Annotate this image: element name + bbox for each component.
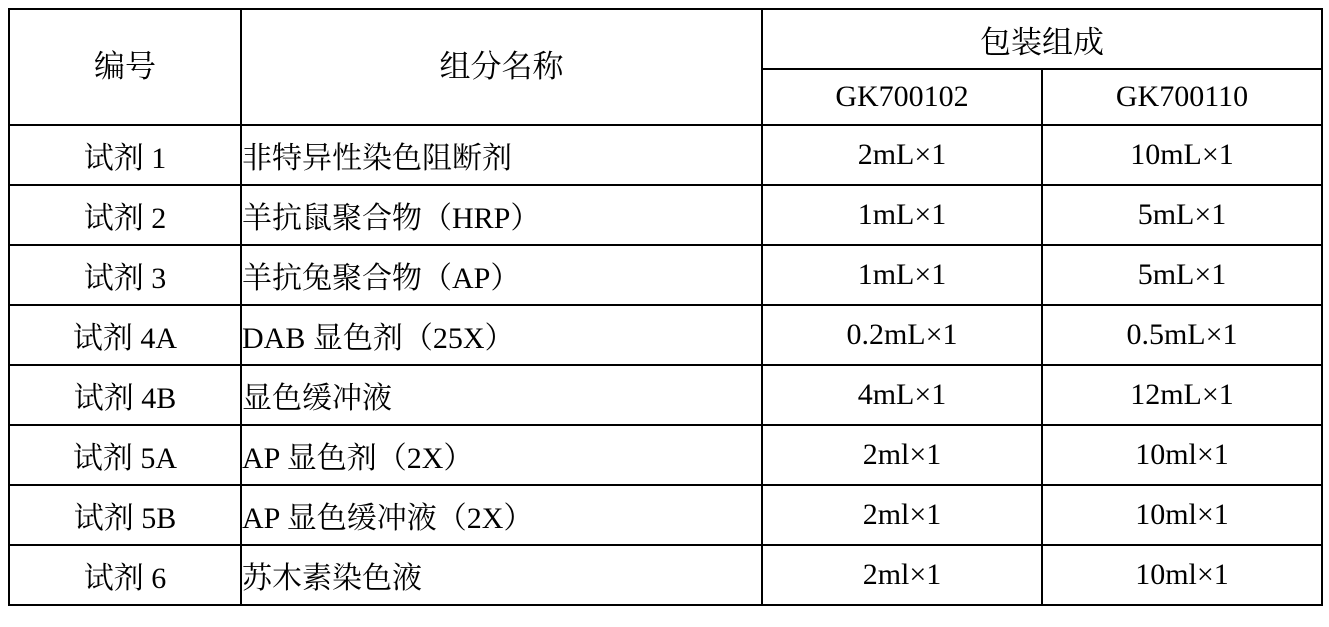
table-header-row-1	[9, 9, 1322, 69]
column-header-gk700110: GK700110	[1042, 69, 1322, 125]
table-row	[9, 425, 1322, 485]
table-row	[9, 245, 1322, 305]
cell-gk700110: 12mL×1	[1042, 365, 1322, 425]
cell-name: AP 显色剂（2X）	[241, 425, 762, 485]
cell-gk700102: 2mL×1	[762, 125, 1042, 185]
cell-gk700102: 2ml×1	[762, 425, 1042, 485]
cell-id: 试剂 1	[9, 125, 241, 185]
cell-id: 试剂 6	[9, 545, 241, 605]
table-row	[9, 185, 1322, 245]
table-row	[9, 125, 1322, 185]
cell-gk700110: 10ml×1	[1042, 485, 1322, 545]
cell-gk700102: 4mL×1	[762, 365, 1042, 425]
cell-id: 试剂 3	[9, 245, 241, 305]
cell-name: AP 显色缓冲液（2X）	[241, 485, 762, 545]
cell-gk700102: 0.2mL×1	[762, 305, 1042, 365]
cell-id: 试剂 4B	[9, 365, 241, 425]
table-row	[9, 545, 1322, 605]
cell-gk700102: 2ml×1	[762, 545, 1042, 605]
cell-name: 非特异性染色阻断剂	[241, 125, 762, 185]
table-row	[9, 365, 1322, 425]
cell-name: DAB 显色剂（25X）	[241, 305, 762, 365]
kit-components-table	[8, 8, 1323, 606]
cell-id: 试剂 5A	[9, 425, 241, 485]
cell-id: 试剂 4A	[9, 305, 241, 365]
column-header-gk700102: GK700102	[762, 69, 1042, 125]
cell-name: 显色缓冲液	[241, 365, 762, 425]
cell-gk700102: 1mL×1	[762, 245, 1042, 305]
cell-name: 苏木素染色液	[241, 545, 762, 605]
cell-gk700102: 2ml×1	[762, 485, 1042, 545]
column-header-name: 组分名称	[241, 9, 762, 125]
cell-gk700110: 10ml×1	[1042, 545, 1322, 605]
cell-gk700110: 10ml×1	[1042, 425, 1322, 485]
cell-id: 试剂 2	[9, 185, 241, 245]
table-row	[9, 305, 1322, 365]
table-body	[9, 125, 1322, 605]
cell-id: 试剂 5B	[9, 485, 241, 545]
cell-name: 羊抗兔聚合物（AP）	[241, 245, 762, 305]
cell-gk700110: 5mL×1	[1042, 185, 1322, 245]
cell-gk700110: 10mL×1	[1042, 125, 1322, 185]
cell-gk700110: 5mL×1	[1042, 245, 1322, 305]
column-header-id: 编号	[9, 9, 241, 125]
cell-name: 羊抗鼠聚合物（HRP）	[241, 185, 762, 245]
table-row	[9, 485, 1322, 545]
cell-gk700102: 1mL×1	[762, 185, 1042, 245]
table-header	[9, 9, 1322, 125]
cell-gk700110: 0.5mL×1	[1042, 305, 1322, 365]
column-header-package-group: 包装组成	[762, 9, 1322, 69]
